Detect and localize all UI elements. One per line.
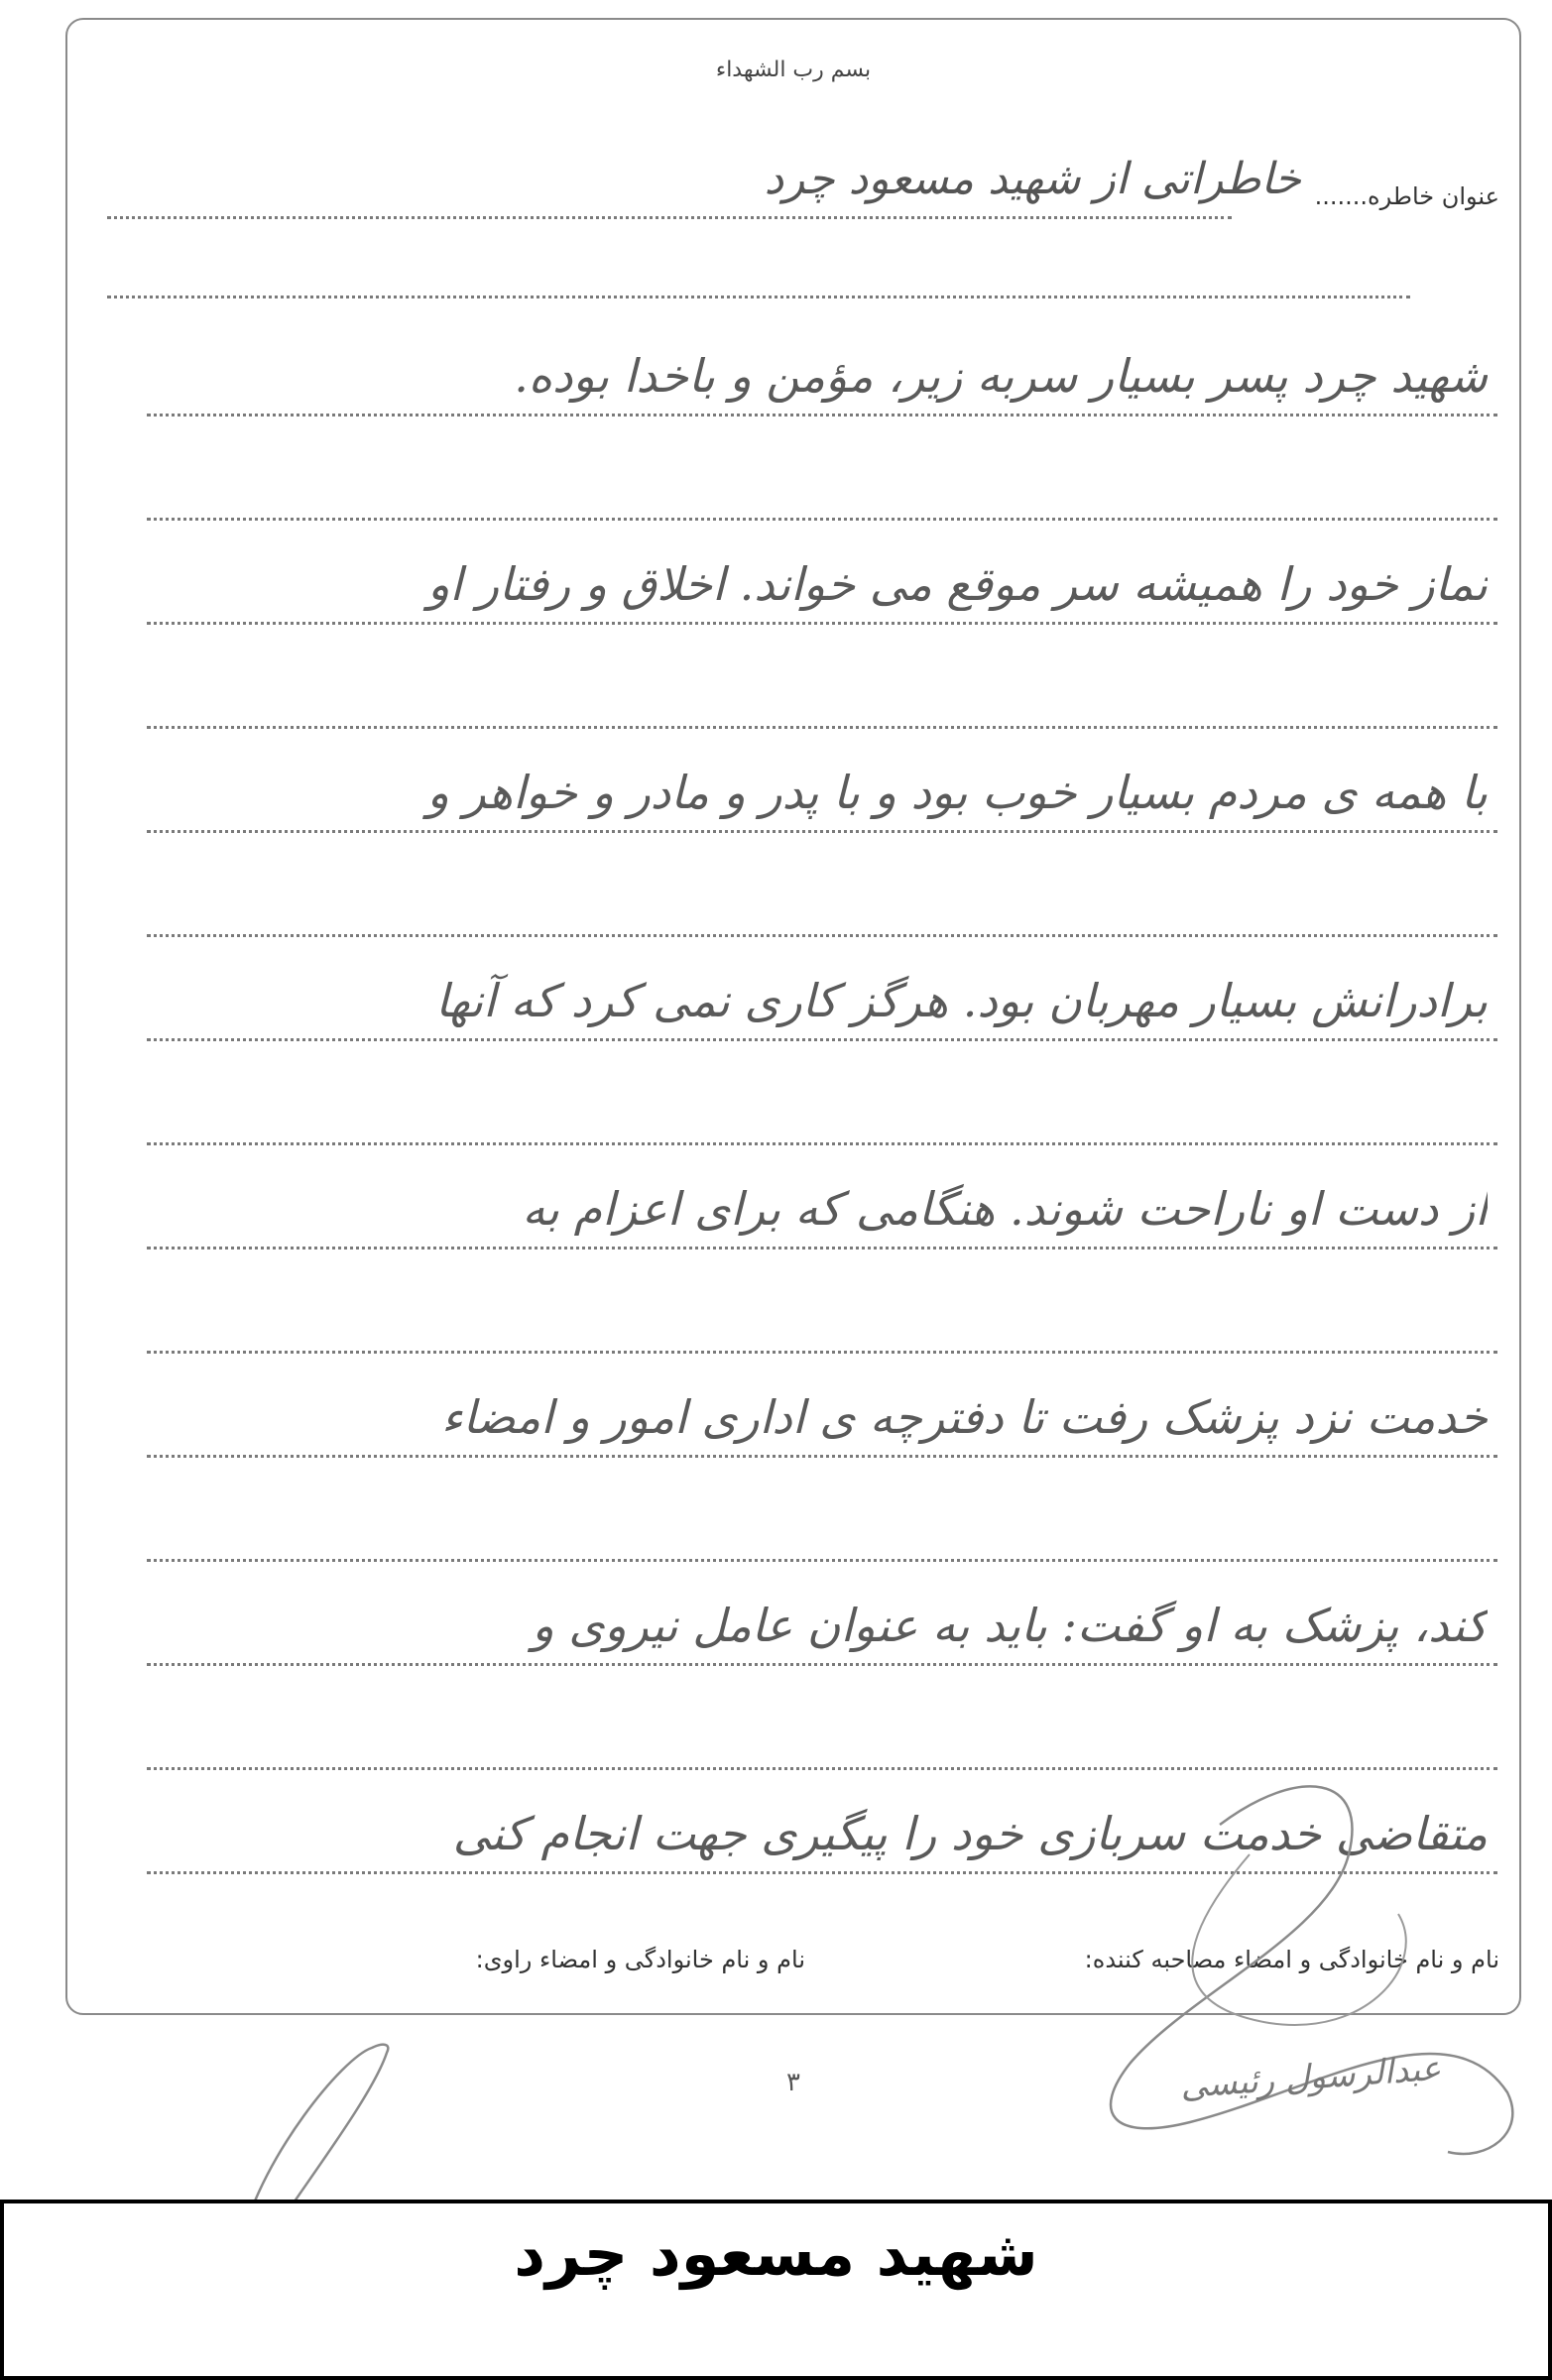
rule-gap: [97, 1245, 1497, 1354]
memoir-line-text: با همه ی مردم بسیار خوب بود و با پدر و مادر و خواهر و: [426, 766, 1488, 819]
rule-gap: [97, 1036, 1497, 1145]
form-header: بسم رب الشهداء: [715, 58, 872, 82]
memoir-line: [97, 1140, 1497, 1250]
memoir-line-text: کند، پزشک به او گفت: باید به عنوان عامل نیروی و: [532, 1599, 1488, 1652]
caption-box: [0, 2200, 1552, 2380]
memoir-line-text: برادرانش بسیار مهربان بود. هرگز کاری نمی کرد که آنها: [435, 974, 1488, 1027]
caption-title: شهید مسعود چرد: [514, 2217, 1038, 2290]
memoir-line: [97, 724, 1497, 833]
memoir-line: [97, 516, 1497, 625]
memoir-body: [67, 20, 1519, 2013]
rule-gap: [97, 1453, 1497, 1562]
memoir-line: [97, 1349, 1497, 1458]
interviewer-signature-label: نام و نام خانوادگی و امضاء مصاحبه کننده:: [1084, 1946, 1499, 1973]
memoir-line: [97, 932, 1497, 1041]
narrator-signature-label: نام و نام خانوادگی و امضاء راوی:: [475, 1946, 805, 1973]
memoir-form: [65, 18, 1521, 2015]
memoir-line-text: از دست او ناراحت شوند. هنگامی که برای اعزام به: [522, 1182, 1488, 1236]
rule-gap: [97, 828, 1497, 937]
memoir-line-text: خدمت نزد پزشک رفت تا دفترچه ی اداری امور و امضاء: [440, 1390, 1488, 1444]
signature-scribble: [1071, 1765, 1537, 2182]
title-label: عنوان خاطره.......: [1314, 182, 1499, 210]
rule-gap: [97, 412, 1497, 521]
memoir-line-text: نماز خود را همیشه سر موقع می خواند. اخلاق و رفتار او: [427, 557, 1488, 611]
memoir-line-text: متقاضی خدمت سربازی خود را پیگیری جهت انجام کنی: [452, 1807, 1488, 1860]
memoir-line: [97, 307, 1497, 416]
signature-name: عبدالرسول رئیسی: [1178, 2048, 1443, 2107]
rule-gap: [97, 1661, 1497, 1770]
rule-gap: [97, 620, 1497, 729]
memoir-line-text: شهید چرد پسر بسیار سربه زیر، مؤمن و باخدا بوده.: [514, 349, 1488, 403]
title-value: خاطراتی از شهید مسعود چرد: [764, 154, 1301, 204]
page-number: ۳: [786, 2068, 800, 2097]
memoir-line: [97, 1557, 1497, 1666]
